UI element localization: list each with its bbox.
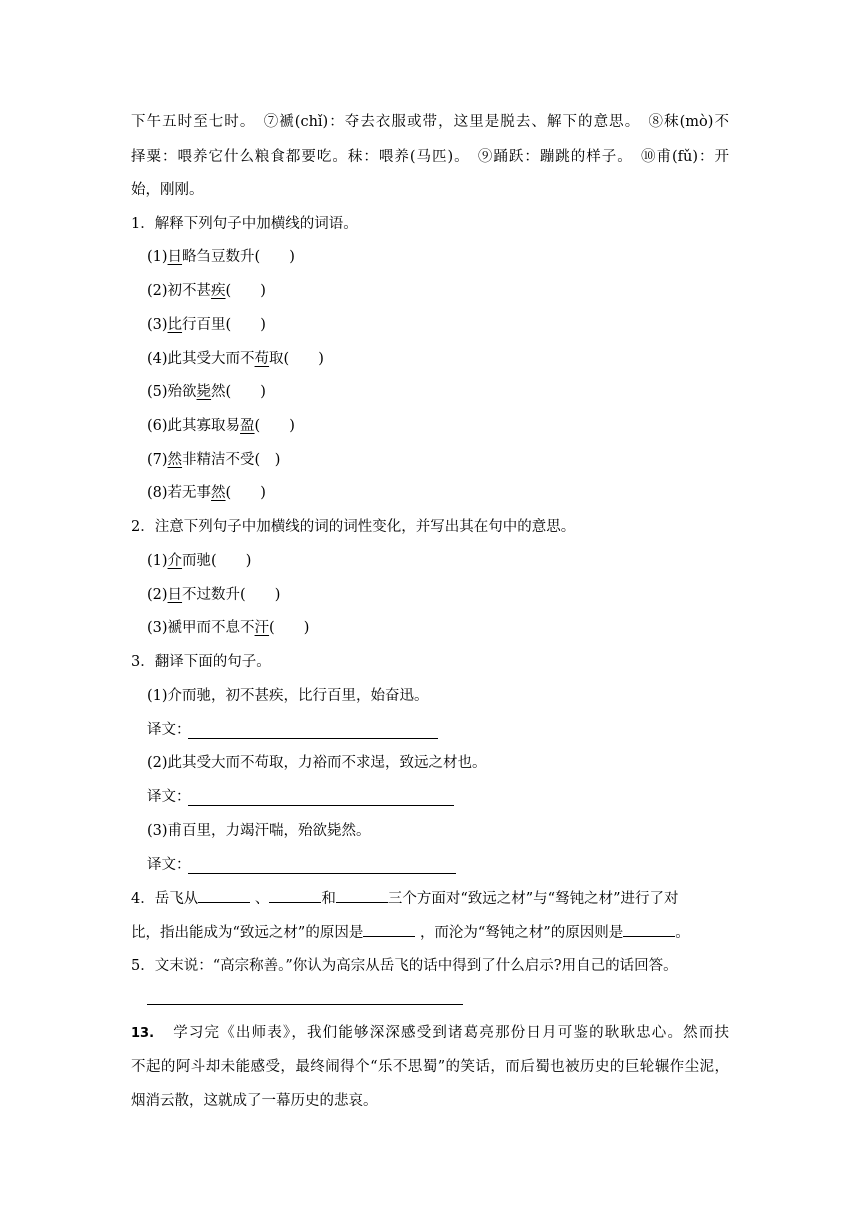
question-4-line-1: 4．岳飞从 、 和 三个方面对“致远之材”与“驽钝之材”进行了对: [131, 888, 729, 909]
q4-blank-2[interactable]: [269, 888, 321, 903]
q4-blank-5[interactable]: [623, 922, 675, 937]
q3-sentence-1: (1)介而驰，初不甚疾，比行百里，始奋迅。: [147, 688, 429, 704]
q1-item-7: (7)然非精洁不受( ): [147, 452, 281, 468]
q3-answer-line-2[interactable]: [188, 805, 454, 806]
question-4-line-2: 比，指出能成为“致远之材”的原因是 ，而沦为“驽钝之材”的原因则是 。: [131, 922, 729, 943]
q3-translate-label-1: 译文：: [147, 722, 191, 738]
q1-item-6: (6)此其寡取易盈( ): [147, 418, 295, 434]
q4-blank-3[interactable]: [336, 888, 388, 903]
question-3-title: 3．翻译下面的句子。: [131, 654, 271, 670]
q1-item-8: (8)若无事然( ): [147, 485, 266, 501]
q1-item-2: (2)初不甚疾( ): [147, 283, 266, 299]
q3-sentence-2: (2)此其受大而不苟取，力裕而不求逞，致远之材也。: [147, 755, 487, 771]
question-13-line-3: 烟消云散，这就成了一幕历史的悲哀。: [131, 1093, 378, 1109]
question-1-title: 1．解释下列句子中加横线的词语。: [131, 216, 358, 232]
q3-answer-line-3[interactable]: [188, 873, 456, 874]
q2-item-1: (1)介而驰( ): [147, 553, 252, 569]
note-line-3: 始，刚刚。: [131, 182, 204, 198]
q1-item-3: (3)比行百里( ): [147, 317, 266, 333]
q2-item-3: (3)褫甲而不息不汗( ): [147, 620, 310, 636]
question-5-title: 5．文末说：“高宗称善。”你认为高宗从岳飞的话中得到了什么启示?用自己的话回答。: [131, 958, 678, 974]
q4-blank-4[interactable]: [363, 922, 415, 937]
q3-translate-label-3: 译文：: [147, 857, 191, 873]
question-13-line-2: 不起的阿斗却未能感受，最终闹得个“乐不思蜀”的笑话，而后蜀也被历史的巨轮辗作尘泥，: [131, 1059, 729, 1075]
q3-translate-label-2: 译文：: [147, 789, 191, 805]
question-13-line-1: 13. 学习完《出师表》，我们能够深深感受到诸葛亮那份日月可鉴的耿耿忠心。然而扶: [131, 1025, 729, 1041]
q1-item-5: (5)殆欲毙然( ): [147, 384, 266, 400]
q1-item-1: (1)日略刍豆数升( ): [147, 249, 295, 265]
q2-item-2: (2)日不过数升( ): [147, 587, 281, 603]
note-line-2: 择粟：喂养它什么粮食都要吃。秣：喂养(马匹)。 ⑨踊跃：蹦跳的样子。 ⑩甫(fǔ)：开: [131, 149, 729, 165]
q1-item-4: (4)此其受大而不苟取( ): [147, 351, 324, 367]
question-2-title: 2．注意下列句子中加横线的词的词性变化，并写出其在句中的意思。: [131, 519, 576, 535]
q4-blank-1[interactable]: [198, 888, 250, 903]
q3-answer-line-1[interactable]: [188, 738, 438, 739]
note-line-1: 下午五时至七时。 ⑦褫(chǐ)：夺去衣服或带，这里是脱去、解下的意思。 ⑧秣(mò)不: [131, 114, 729, 130]
q5-answer-line[interactable]: [147, 1004, 463, 1005]
q3-sentence-3: (3)甫百里，力竭汗喘，殆欲毙然。: [147, 823, 371, 839]
